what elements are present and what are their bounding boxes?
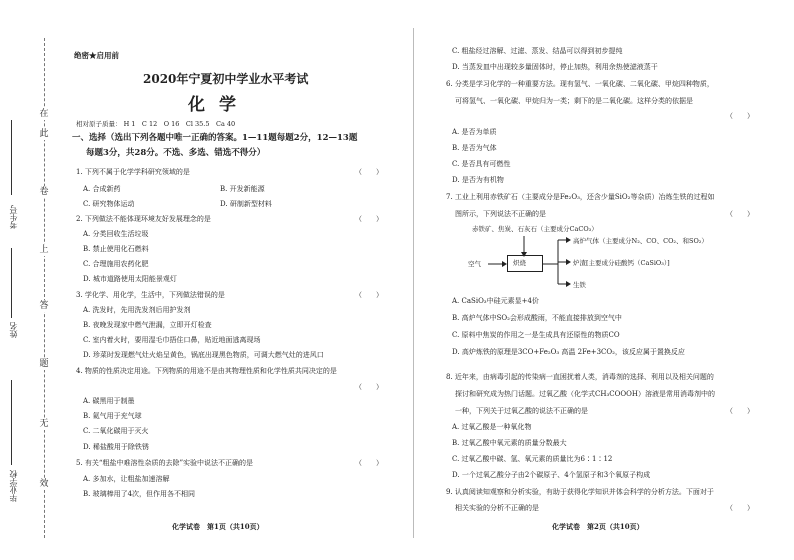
q2-option-a: A. 分类回收生活垃圾 — [83, 230, 149, 238]
margin-char: 此 — [39, 129, 49, 139]
page-footer-1: 化学试卷 第1页（共10页） — [172, 522, 264, 531]
q1-option-c: C. 研究物体运动 — [83, 200, 135, 208]
section-one-line2: 每题3分，共28分。不选、多选、错选不得分） — [86, 148, 266, 158]
q2-option-d: D. 城市道路使用太阳能景观灯 — [83, 275, 177, 283]
exam-title: 2020年宁夏初中学业水平考试 — [143, 72, 309, 86]
q5-option-a: A. 多加水，让粗盐加速溶解 — [83, 475, 170, 483]
atomic-masses: 相对原子质量： H 1 C 12 O 16 Cl 35.5 Ca 40 — [76, 120, 236, 128]
question-8-line3: 一种，下列关于过氧乙酸的说法不正确的是 — [455, 407, 588, 415]
margin-char: 答 — [39, 301, 49, 311]
question-7-line1: 7. 工业上利用赤铁矿石（主要成分是Fe₂O₃，还含少量SiO₂等杂质）冶炼生铁的过程如 — [446, 193, 715, 201]
margin-char: 无 — [39, 419, 49, 429]
subject-title: 化学 — [188, 95, 250, 115]
confidential-mark: 绝密★启用前 — [74, 51, 119, 60]
q7-option-c: C. 原料中焦炭的作用之一是生成具有还原性的物质CO — [452, 331, 620, 339]
question-5: 5. 有关“粗盐中难溶性杂质的去除”实验中说法不正确的是 — [76, 459, 254, 467]
q7-option-a: A. CaSiO₃中硅元素显+4价 — [452, 297, 539, 305]
answer-paren[interactable]: （ ） — [355, 168, 383, 176]
flow-furnace: 炽烧 — [513, 259, 526, 267]
name-line — [11, 248, 12, 318]
q1-option-a: A. 合成新药 — [83, 185, 121, 193]
q6-option-a: A. 是否为单质 — [452, 128, 497, 136]
q3-option-a: A. 洗发时，先用洗发剂后用护发剂 — [83, 306, 191, 314]
margin-char: 卷 — [39, 187, 49, 197]
margin-char: 在 — [39, 109, 49, 119]
binding-margin — [0, 0, 72, 560]
q4-option-a: A. 碳黑用于制墨 — [83, 397, 135, 405]
answer-paren[interactable]: （ ） — [726, 504, 754, 512]
q8-option-c: C. 过氧乙酸中碳、氢、氧元素的质量比为6∶1∶12 — [452, 455, 613, 463]
student-id-label: 考生号 — [9, 205, 18, 229]
q3-option-c: C. 室内着火时，要用湿毛巾捂住口鼻，贴近地面逃离现场 — [83, 336, 261, 344]
q8-option-d: D. 一个过氧乙酸分子由2个碳原子、4个氢原子和3个氧原子构成 — [452, 471, 651, 479]
q4-option-d: D. 稀盐酸用于除铁锈 — [83, 443, 149, 451]
q6-option-d: D. 是否为有机物 — [452, 176, 504, 184]
question-6-line1: 6. 分类是学习化学的一种重要方法。现有氢气、一氧化碳、二氧化碳、甲烷四种物质， — [446, 80, 714, 88]
question-7-line2: 图所示，下列说法不正确的是 — [455, 210, 546, 218]
student-id-line — [11, 120, 12, 195]
q7-option-b: B. 高炉气体中SO₂会形成酸雨，不能直接排放到空气中 — [452, 314, 622, 322]
question-9-line2: 相关实验的分析不正确的是 — [455, 504, 539, 512]
answer-paren[interactable]: （ ） — [726, 112, 754, 120]
q2-option-b: B. 禁止使用化石燃料 — [83, 245, 149, 253]
question-9-line1: 9. 认真阅读知观察和分析实验，有助于获得化学知识并体会科学的分析方法。下面对于 — [446, 488, 714, 496]
flow-gas: 高炉气体（主要成分N₂、CO、CO₂、和SO₂） — [573, 237, 708, 245]
section-one-heading — [72, 131, 402, 161]
page-divider — [413, 28, 414, 538]
question-4: 4. 物质的性质决定用途。下列物质的用途不是由其物理性质和化学性质共同决定的是 — [76, 367, 337, 375]
q5-option-c: C. 粗盐经过溶解、过滤、蒸发、结晶可以得到初步提纯 — [452, 47, 623, 55]
q8-option-b: B. 过氧乙酸中氧元素的质量分数最大 — [452, 439, 567, 447]
answer-paren[interactable]: （ ） — [355, 291, 383, 299]
q6-option-b: B. 是否为气体 — [452, 144, 497, 152]
margin-char: 上 — [39, 245, 49, 255]
answer-paren[interactable]: （ ） — [355, 215, 383, 223]
flow-inputs: 赤铁矿、焦炭、石灰石（主要成分CaCO₃） — [472, 225, 598, 233]
question-6-line2: 可将氢气、一氧化碳、甲烷归为一类；剩下的是二氧化碳。这样分类的依据是 — [455, 97, 693, 105]
q5-option-b: B. 玻璃棒用了4次，但作用各不相同 — [83, 490, 196, 498]
question-8-line2: 探讨和研究成为热门话题。过氧乙酸（化学式CH₃COOOH）溶液是常用消毒剂中的 — [455, 390, 715, 398]
q6-option-c: C. 是否具有可燃性 — [452, 160, 511, 168]
flow-slag: 炉渣[主要成分硅酸钙（CaSiO₃）] — [573, 259, 670, 267]
flow-air: 空气 — [468, 260, 481, 268]
answer-paren[interactable]: （ ） — [726, 210, 754, 218]
question-2: 2. 下列做法不能体现环境友好发展理念的是 — [76, 215, 211, 223]
school-label: 毕业学校 — [9, 470, 18, 502]
page-footer-2: 化学试卷 第2页（共10页） — [552, 522, 644, 531]
q5-option-d: D. 当蒸发皿中出现较多量固体时，停止加热，利用余热使滤液蒸干 — [452, 63, 658, 71]
section-one-line1: 一、选择（选出下列各题中唯一正确的答案。1—11题每题2分，12—13题 — [72, 133, 358, 143]
q1-option-d: D. 研制新型材料 — [220, 200, 272, 208]
q8-option-a: A. 过氧乙酸是一种氧化物 — [452, 423, 532, 431]
q2-option-c: C. 合理施用农药化肥 — [83, 260, 149, 268]
q4-option-c: C. 二氧化碳用于灭火 — [83, 427, 149, 435]
q3-option-d: D. 珍菜时发现燃气灶火焰呈黄色，锅底出现黑色物质，可调大燃气灶的进风口 — [83, 351, 324, 359]
q4-option-b: B. 氦气用于充气球 — [83, 412, 142, 420]
flow-pig-iron: 生铁 — [573, 281, 586, 289]
name-label: 姓名 — [9, 322, 18, 338]
q1-option-b: B. 开发新能源 — [220, 185, 265, 193]
answer-paren[interactable]: （ ） — [726, 407, 754, 415]
question-3: 3. 学化学、用化学，生活中，下列做法错误的是 — [76, 291, 225, 299]
answer-paren[interactable]: （ ） — [355, 383, 383, 391]
question-8-line1: 8. 近年来，由病毒引起的传染病一直困扰着人类，消毒剂的选择、利用以及相关问题的 — [446, 373, 714, 381]
question-1: 1. 下列不属于化学学科研究领域的是 — [76, 168, 190, 176]
margin-char: 效 — [39, 479, 49, 489]
q3-option-b: B. 夜晚发现家中燃气泄漏，立即开灯检查 — [83, 321, 212, 329]
answer-paren[interactable]: （ ） — [355, 459, 383, 467]
q7-option-d: D. 高炉炼铁的原理是3CO+Fe₂O₃ 高温 2Fe+3CO₂，该反应属于置换反应 — [452, 348, 685, 356]
margin-char: 题 — [39, 359, 49, 369]
school-line — [11, 380, 12, 465]
